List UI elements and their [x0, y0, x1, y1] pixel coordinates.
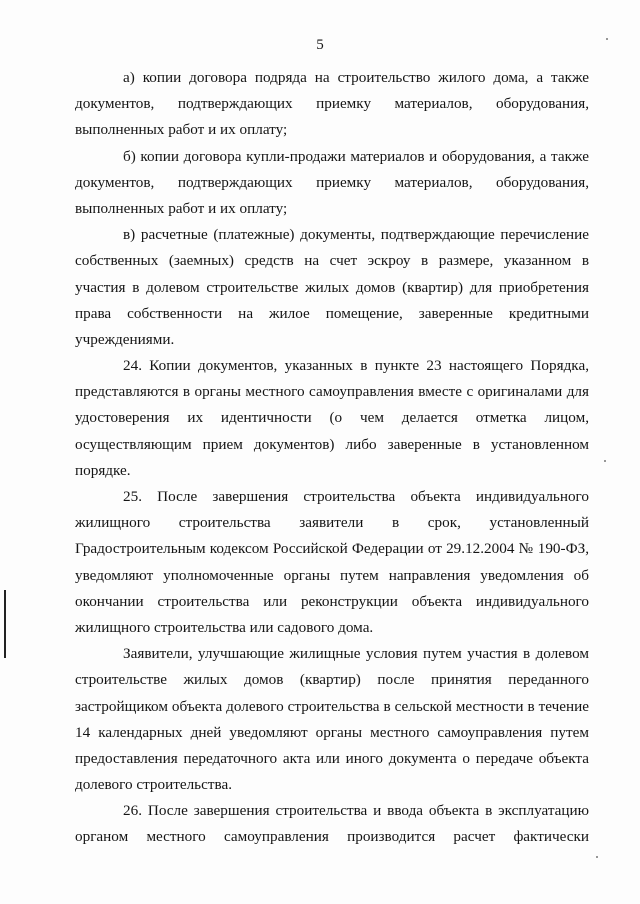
- text-line: 14 календарных дней уведомляют органы местного самоуправления путем: [75, 723, 589, 741]
- scan-edge-mark: [4, 590, 6, 658]
- paragraph-point-26: [75, 798, 589, 850]
- text-line: застройщиком объекта долевого строительства в сельской местности в течение: [75, 697, 589, 715]
- text-line: права собственности на жилое помещение, заверенные кредитными: [75, 304, 589, 322]
- paragraph-point-25: [75, 484, 589, 641]
- text-line: органом местного самоуправления производится расчет фактически: [75, 828, 589, 846]
- text-line: документов, подтверждающих приемку материалов, оборудования,: [75, 95, 589, 113]
- text-line: участия в долевом строительстве жилых домов (квартир) для приобретения: [75, 278, 589, 296]
- text-line: окончании строительства или реконструкции объекта индивидуального: [75, 592, 589, 610]
- text-line: 26. После завершения строительства и ввода объекта в эксплуатацию: [123, 802, 589, 820]
- paragraph-point-24: [75, 353, 589, 484]
- text-line: 25. После завершения строительства объекта индивидуального: [123, 488, 589, 505]
- text-line: жилищного строительства заявители в срок, установленный: [75, 514, 589, 532]
- text-line: собственных (заемных) средств на счет эскроу в размере, указанном в: [75, 252, 589, 270]
- text-line: 24. Копии документов, указанных в пункте 23 настоящего Порядка,: [123, 357, 589, 375]
- scan-speck: [606, 38, 608, 40]
- paragraph-point-25-applicants: [75, 641, 589, 798]
- text-line: порядке.: [75, 461, 131, 479]
- text-line: жилищного строительства или садового дома.: [75, 618, 374, 636]
- paragraph-item-a: [75, 65, 589, 144]
- text-line: долевого строительства.: [75, 776, 232, 794]
- page-number: 5: [316, 37, 324, 53]
- text-line: осуществляющим прием документов) либо заверенные в установленном: [75, 435, 589, 453]
- text-line: Градостроительным кодексом Российской Федерации от 29.12.2004 № 190-ФЗ,: [75, 540, 589, 558]
- paragraph-item-v: [75, 222, 589, 353]
- text-line: выполненных работ и их оплату;: [75, 121, 288, 139]
- text-line: учреждениями.: [75, 330, 175, 348]
- paragraph-item-b: [75, 144, 589, 223]
- text-line: предоставления передаточного акта или иного документа о передаче объекта: [75, 749, 589, 767]
- text-line: Заявители, улучшающие жилищные условия путем участия в долевом: [123, 645, 589, 663]
- text-line: а) копии договора подряда на строительство жилого дома, а также: [123, 69, 589, 86]
- scan-speck: [596, 856, 598, 858]
- text-line: документов, подтверждающих приемку материалов, оборудования,: [75, 173, 589, 191]
- text-line: удостоверения их идентичности (о чем делается отметка лицом,: [75, 409, 589, 427]
- text-line: б) копии договора купли-продажи материалов и оборудования, а также: [123, 147, 589, 165]
- text-line: представляются в органы местного самоуправления вместе с оригиналами для: [75, 383, 589, 401]
- text-line: уведомляют уполномоченные органы путем направления уведомления об: [75, 566, 589, 584]
- text-line: строительстве жилых домов (квартир) после принятия переданного: [75, 671, 589, 689]
- text-line: в) расчетные (платежные) документы, подтверждающие перечисление: [123, 226, 589, 244]
- scan-speck: [604, 460, 606, 462]
- text-line: выполненных работ и их оплату;: [75, 199, 288, 217]
- document-body: [75, 65, 589, 851]
